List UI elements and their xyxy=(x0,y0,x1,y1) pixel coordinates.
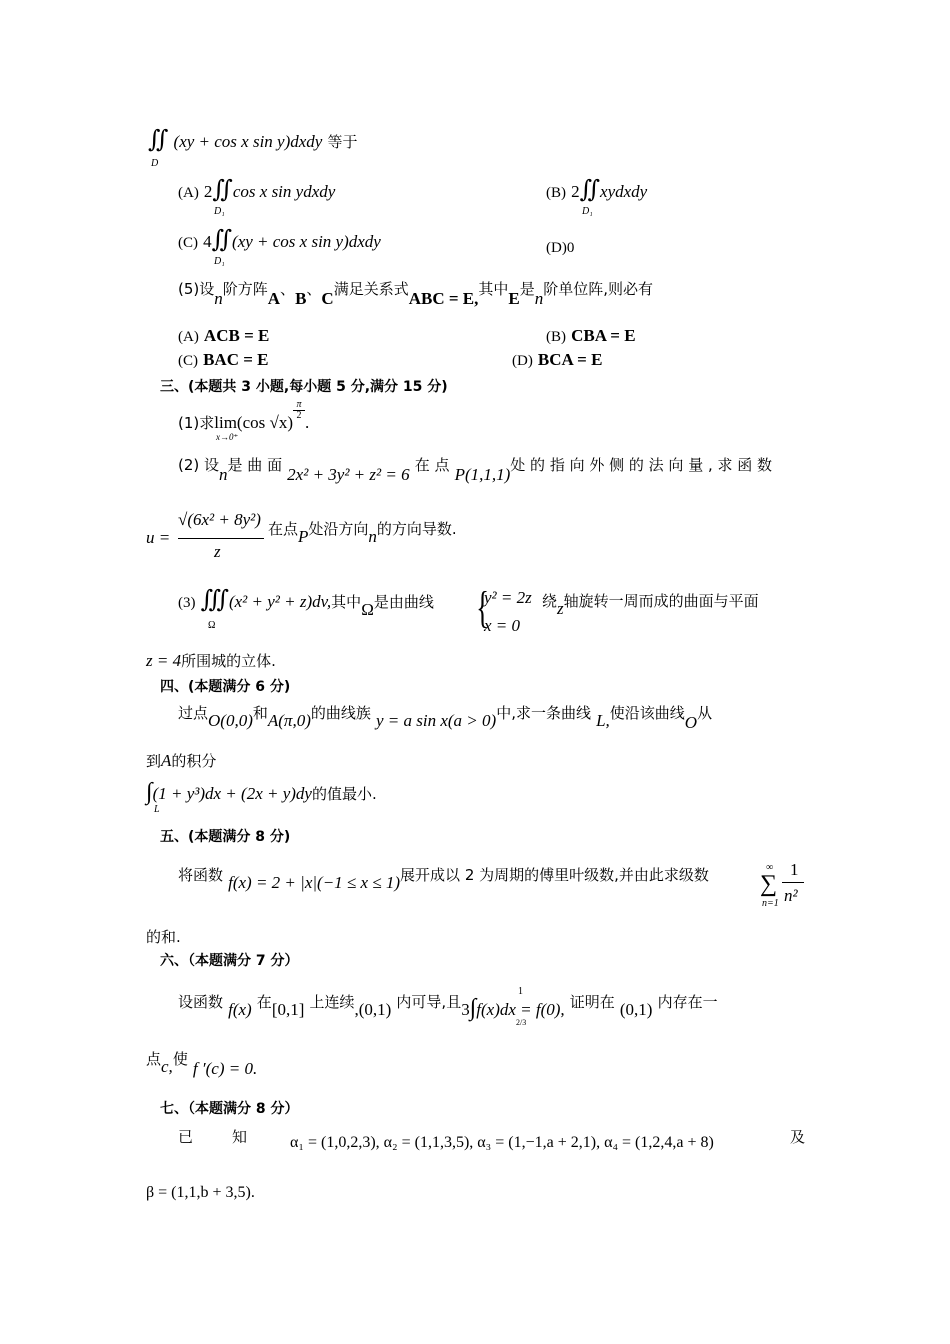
q5-text-5: 阶单位阵,则必有 xyxy=(543,280,654,298)
option-c-sub: D₁ xyxy=(214,256,225,267)
p3-text-1: 其中 xyxy=(331,593,362,611)
matrix-b: B xyxy=(295,289,307,308)
q5-option-b xyxy=(546,326,636,346)
open-interval-2: (0,1) xyxy=(619,1000,653,1019)
option-a-expr: cos x sin ydxdy xyxy=(232,182,336,201)
sum-fraction-bar xyxy=(782,882,804,883)
integral-coef: 3 xyxy=(461,1000,470,1019)
p2-p: P xyxy=(298,527,309,546)
integral-expr: f(x)dx = f(0), xyxy=(476,1000,565,1019)
s6-text-3: 上连续 xyxy=(309,993,355,1011)
s6-text-4: 内可导,且 xyxy=(396,993,462,1011)
p3-eq2: x = 0 xyxy=(484,616,521,635)
p2-text-6: 的方向导数. xyxy=(376,520,457,538)
option-value: CBA = E xyxy=(571,326,636,345)
p3-plane-line xyxy=(146,650,276,671)
question-text: 等于 xyxy=(327,133,358,151)
line-integral-sign: ∫ xyxy=(146,779,153,805)
p2-text-2: 在 点 xyxy=(414,456,450,474)
option-b-label: (B) xyxy=(546,185,566,201)
section-7-title: 七、（本题满分 8 分） xyxy=(160,1101,299,1117)
q5-text-4: 是 xyxy=(519,280,535,298)
integral-sign: ∬ xyxy=(148,127,169,153)
p2-denominator: z xyxy=(214,542,221,561)
section-5-title: 五、(本题满分 8 分) xyxy=(160,829,291,845)
s4-text-4: 中,求一条曲线 xyxy=(496,704,591,722)
separator: 、 xyxy=(280,280,296,298)
s6-text-8: 使 xyxy=(172,1050,188,1068)
sec6-line-2 xyxy=(146,1048,258,1078)
option-c-coef: 4 xyxy=(203,232,212,251)
option-a xyxy=(178,177,336,217)
option-c-expr: (xy + cos x sin y)dxdy xyxy=(232,232,381,251)
separator: 、 xyxy=(306,280,322,298)
p3-text-4: 轴旋转一周而成的曲面与平面 xyxy=(563,592,759,610)
exp-den: 2 xyxy=(296,410,302,421)
p3-text-2: 是由曲线 xyxy=(373,593,434,611)
s4-text-6: 从 xyxy=(697,704,713,722)
sum-numerator: 1 xyxy=(790,860,799,879)
s5-text-2: 展开成以 2 为周期的傅里叶级数,并由此求级数 xyxy=(400,866,709,884)
point-c: c, xyxy=(161,1057,173,1076)
p1-expr: (cos √x) xyxy=(236,413,293,432)
p3-omega: Ω xyxy=(361,600,374,619)
p3-plane: z = 4 xyxy=(146,651,182,670)
curve-l: L, xyxy=(596,711,610,730)
p2-text-5: 处沿方向 xyxy=(308,520,369,538)
q5-text-2: 满足关系式 xyxy=(333,280,409,298)
s6-text-7: 点 xyxy=(146,1050,162,1068)
system-brace: { xyxy=(476,583,489,632)
sec7-vectors xyxy=(290,1132,714,1152)
option-b xyxy=(546,177,648,217)
p2-point: P(1,1,1) xyxy=(454,465,511,484)
option-d: (D)0 xyxy=(546,240,575,256)
p2-n: n xyxy=(219,465,228,484)
option-b-coef: 2 xyxy=(571,182,580,201)
sec4-line-2 xyxy=(146,750,216,771)
identity-e: E xyxy=(508,289,520,308)
integrand: (xy + cos x sin y)dxdy xyxy=(173,132,323,151)
option-label: (C) xyxy=(178,353,198,369)
p2-numerator: √(6x² + 8y²) xyxy=(178,510,261,529)
p2-surface: 2x² + 3y² + z² = 6 xyxy=(287,465,410,484)
double-integral-sign: ∬ xyxy=(579,177,601,203)
s4-text-7: 到 xyxy=(146,752,162,770)
double-integral-sign: ∬ xyxy=(211,227,233,253)
sec6-line-1 xyxy=(178,988,718,1021)
sec3-problem-2 xyxy=(178,454,773,484)
p3-label: (3) xyxy=(178,595,196,611)
s6-text-2: 在 xyxy=(256,993,272,1011)
function-fx: f(x) xyxy=(228,1000,252,1019)
p1-label: (1)求 xyxy=(178,414,215,432)
s6-text-5: 证明在 xyxy=(569,993,615,1011)
sum-bottom: n=1 xyxy=(762,898,779,909)
s6-text-6: 内存在一 xyxy=(657,993,718,1011)
p1-end: . xyxy=(305,413,310,432)
point-o: O(0,0) xyxy=(208,711,253,730)
sec4-line-1 xyxy=(178,702,713,732)
option-value: BAC = E xyxy=(203,350,269,369)
option-c xyxy=(178,227,381,267)
option-label: (D) xyxy=(512,353,533,369)
s5-text-3: 的和. xyxy=(146,928,181,946)
p1-exponent xyxy=(293,400,305,421)
s7-text-3: 及 xyxy=(790,1128,806,1146)
conclusion: f ′(c) = 0. xyxy=(192,1059,258,1078)
s4-text-5: 使沿该曲线 xyxy=(609,704,685,722)
sum-sign: ∑ xyxy=(760,871,778,897)
p3-expr: (x² + y² + z)dv, xyxy=(228,592,332,611)
section-4-title: 四、(本题满分 6 分) xyxy=(160,679,291,695)
option-a-label: (A) xyxy=(178,185,199,201)
function-f: f(x) = 2 + |x|(−1 ≤ x ≤ 1) xyxy=(228,873,401,892)
option-c-label: (C) xyxy=(178,235,198,251)
p3-int-sub: Ω xyxy=(208,620,216,631)
q5-option-a xyxy=(178,326,269,346)
section-3-title: 三、(本题共 3 小题,每小题 5 分,满分 15 分) xyxy=(160,379,448,395)
sec5-line-1 xyxy=(178,864,709,892)
option-b-sub: D₁ xyxy=(582,206,593,217)
q5-n2: n xyxy=(534,289,544,308)
integral-lower: 2/3 xyxy=(516,1018,527,1027)
vector-beta: β = (1,1,b + 3,5). xyxy=(146,1184,255,1201)
q5-option-c xyxy=(178,350,269,370)
p1-lim-sub: x→0⁺ xyxy=(216,432,239,442)
sec4-integral xyxy=(146,779,377,815)
s6-text-1: 设函数 xyxy=(178,993,224,1011)
point-a-2: A xyxy=(161,751,172,770)
q5-text-3: 其中 xyxy=(478,280,509,298)
p3-text-3: 绕 xyxy=(542,592,558,610)
s5-text-1: 将函数 xyxy=(178,866,224,884)
p2-n2: n xyxy=(368,527,377,546)
option-a-coef: 2 xyxy=(203,182,213,201)
s7-text-2: 知 xyxy=(232,1128,248,1146)
open-interval: ,(0,1) xyxy=(354,1000,392,1019)
vectors-alpha: α₁ = (1,0,2,3), α₂ = (1,1,3,5), α₃ = (1,−1,a + 2,1), α₄ = (1,2,4,a + 8) xyxy=(290,1134,714,1151)
fraction-bar xyxy=(178,538,264,539)
section-6-title: 六、（本题满分 7 分） xyxy=(160,953,299,969)
double-integral-sign: ∬ xyxy=(212,177,233,203)
p2-text-1: 是 曲 面 xyxy=(227,456,283,474)
s4-text-3: 的曲线族 xyxy=(310,704,371,722)
p3-tail xyxy=(542,590,759,618)
integral-sign: ∫ xyxy=(469,995,477,1021)
point-a: A(π,0) xyxy=(267,711,311,730)
s4-text-9: 的值最小. xyxy=(311,785,377,803)
integral-upper: 1 xyxy=(518,986,523,997)
triple-integral-sign: ∭ xyxy=(200,587,229,613)
line-integral-sub: L xyxy=(154,804,160,815)
sum-top: ∞ xyxy=(766,862,774,873)
option-a-sub: D₁ xyxy=(214,206,225,217)
s4-text-8: 的积分 xyxy=(171,752,217,770)
q5-label: (5)设 xyxy=(178,280,215,298)
exp-num: π xyxy=(296,399,302,410)
p2-text-4: 在点 xyxy=(268,520,299,538)
option-value: ACB = E xyxy=(203,326,270,345)
point-o-2: O xyxy=(684,713,698,732)
p2-u: u = xyxy=(146,528,171,547)
q5-n: n xyxy=(214,289,223,308)
q5-relation: ABC = E, xyxy=(408,289,479,308)
p2-tail xyxy=(268,518,457,546)
curve-family: y = a sin x(a > 0) xyxy=(375,711,497,730)
s7-text-1: 已 xyxy=(178,1128,194,1146)
q5-option-d xyxy=(512,350,602,370)
sec3-problem-1 xyxy=(178,399,310,442)
p3-z: z xyxy=(557,599,564,618)
sec3-problem-3 xyxy=(178,587,434,631)
option-label: (A) xyxy=(178,329,199,345)
q5-stem xyxy=(178,278,654,308)
closed-interval: [0,1] xyxy=(271,1000,305,1019)
s4-text-1: 过点 xyxy=(178,704,209,722)
p1-lim: lim xyxy=(214,413,237,432)
matrix-a: A xyxy=(267,289,281,308)
matrix-c: C xyxy=(321,289,334,308)
s4-text-2: 和 xyxy=(252,704,268,722)
p2-label: (2) 设 xyxy=(178,456,220,474)
p2-text-3: 处 的 指 向 外 侧 的 法 向 量 , 求 函 数 xyxy=(510,456,773,474)
option-label: (B) xyxy=(546,329,566,345)
option-b-expr: xydxdy xyxy=(600,182,648,201)
p3-eq1: y² = 2z xyxy=(484,588,532,607)
p3-text-5: 所围城的立体. xyxy=(181,652,276,670)
option-value: BCA = E xyxy=(537,350,603,369)
q-double-integral xyxy=(148,127,358,169)
q5-text-1: 阶方阵 xyxy=(222,280,268,298)
integral-domain: D xyxy=(151,158,159,169)
sum-denominator: n² xyxy=(784,886,798,905)
line-integrand: (1 + y³)dx + (2x + y)dy xyxy=(152,784,312,803)
